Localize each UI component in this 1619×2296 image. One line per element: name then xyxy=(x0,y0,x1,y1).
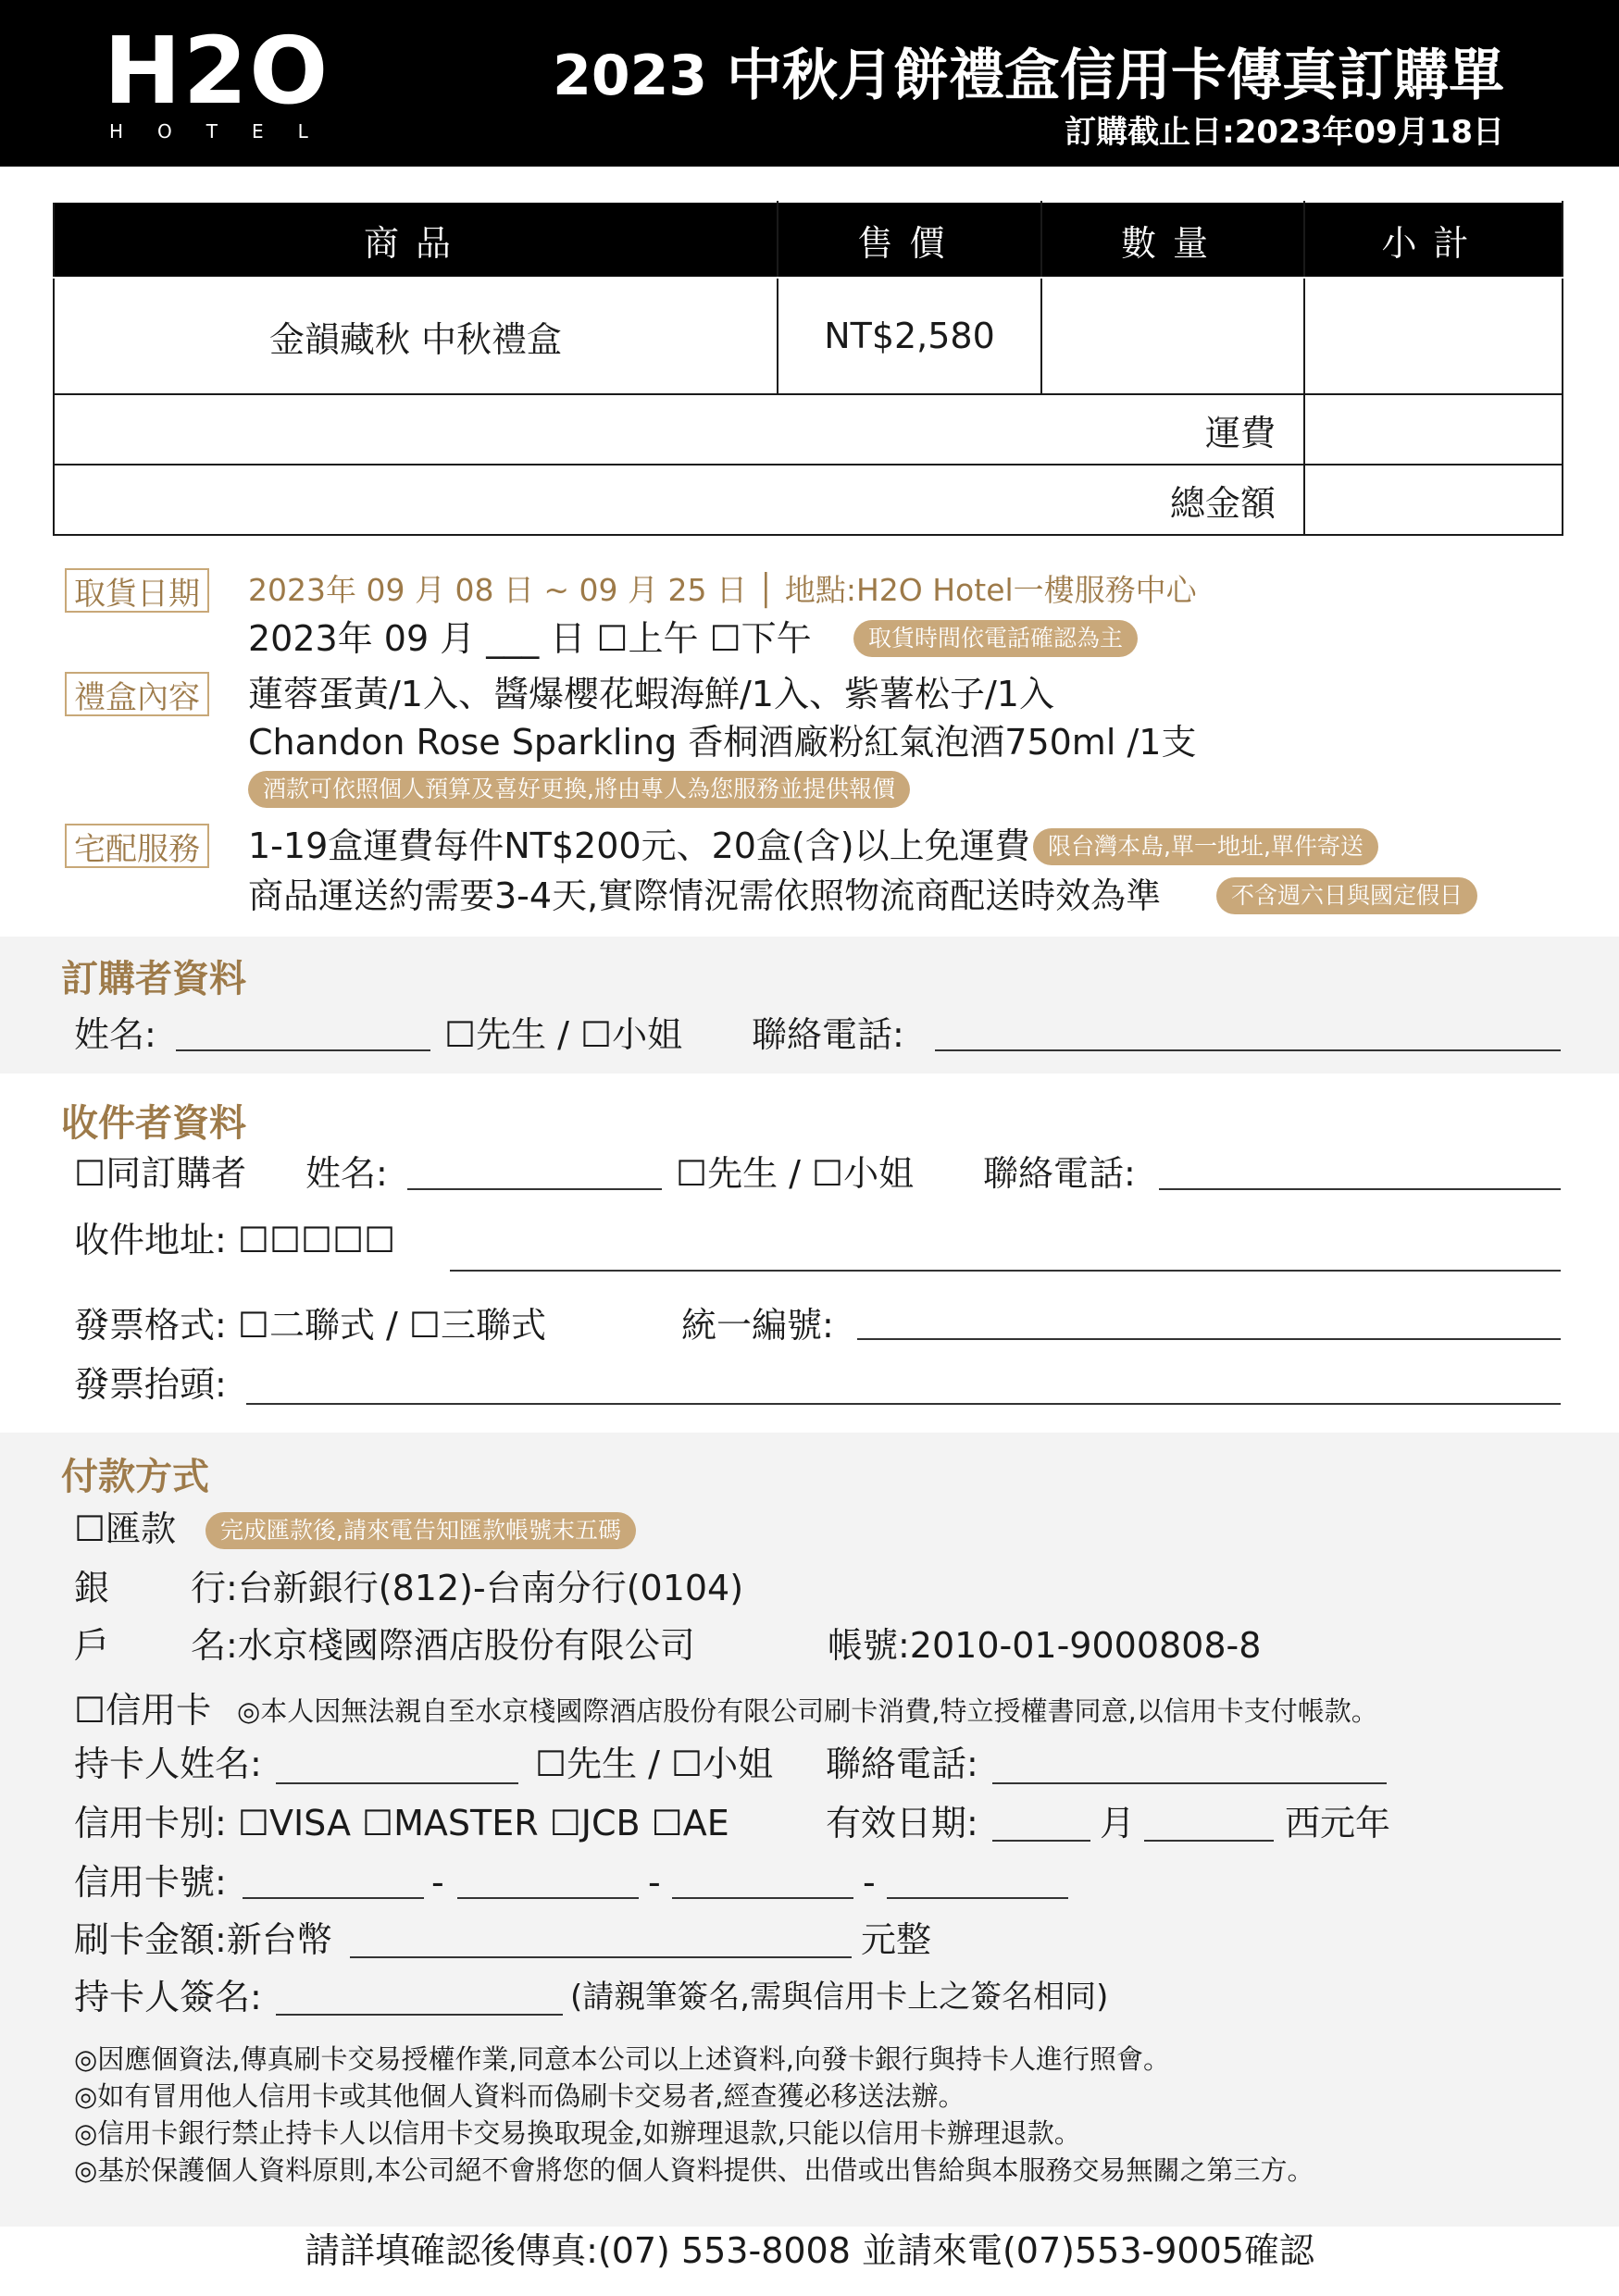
remit-checkbox[interactable]: ☐匯款 xyxy=(74,1508,177,1549)
receiver-section-title: 收件者資料 xyxy=(61,1101,246,1145)
pickup-date-line[interactable]: 2023年 09 月 ___ 日 ☐上午 ☐下午 xyxy=(248,618,812,659)
card-number-dash-3: - xyxy=(863,1862,876,1903)
delivery-note-2-badge: 不含週六日與國定假日 xyxy=(1216,877,1477,914)
pickup-range: 2023年 09 月 08 日 ~ 09 月 25 日 │ 地點:H2O Hotel一樓服務中心 xyxy=(248,572,1197,608)
card-number-label: 信用卡號: xyxy=(74,1862,227,1903)
card-number-part-3[interactable] xyxy=(672,1897,853,1899)
col-subtotal: 小計 xyxy=(1304,202,1563,278)
table-row xyxy=(54,465,1563,535)
receiver-address-label[interactable]: 收件地址: ☐☐☐☐☐ xyxy=(74,1220,396,1260)
table-header-row xyxy=(54,202,1563,278)
contents-label: 禮盒內容 xyxy=(65,672,209,716)
hotel-logo: H2O xyxy=(104,17,330,125)
table-row xyxy=(54,394,1563,465)
expiry-year-input[interactable] xyxy=(1144,1840,1274,1842)
table-row xyxy=(54,278,1563,394)
bank-label: 銀 xyxy=(74,1568,110,1608)
expiry-label: 有效日期: xyxy=(826,1803,978,1843)
expiry-year-label: 西元年 xyxy=(1285,1803,1391,1843)
col-product: 商品 xyxy=(54,202,778,278)
page-title: 2023 中秋月餅禮盒信用卡傳真訂購單 xyxy=(553,43,1504,108)
col-price: 售價 xyxy=(778,202,1041,278)
card-number-dash-1: - xyxy=(431,1862,444,1903)
total-label: 總金額 xyxy=(54,465,1304,535)
invoice-title-label: 發票抬頭: xyxy=(74,1364,227,1405)
bank-info: 行:台新銀行(812)-台南分行(0104) xyxy=(191,1568,744,1608)
expiry-month-input[interactable] xyxy=(992,1840,1090,1842)
note-item-4: ◎基於保護個人資料原則,本公司絕不會將您的個人資料提供、出借或出售給與本服務交易無關之第三方。 xyxy=(74,2154,1314,2186)
product-price: NT$2,580 xyxy=(778,278,1041,394)
same-as-orderer-checkbox[interactable]: ☐同訂購者 xyxy=(74,1153,247,1194)
charge-amount-unit: 元整 xyxy=(861,1919,932,1960)
product-name: 金韻藏秋 中秋禮盒 xyxy=(54,278,778,394)
contents-line-2: Chandon Rose Sparkling 香桐酒廠粉紅氣泡酒750ml /1支 xyxy=(248,722,1197,763)
pickup-label: 取貨日期 xyxy=(65,568,209,613)
page-header xyxy=(0,0,1619,167)
signature-note: (請親筆簽名,需與信用卡上之簽名相同) xyxy=(570,1979,1109,2016)
order-table xyxy=(53,201,1563,536)
col-quantity: 數量 xyxy=(1041,202,1304,278)
charge-amount-label: 刷卡金額:新台幣 xyxy=(74,1919,332,1960)
cardholder-gender-checkboxes[interactable]: ☐先生 / ☐小姐 xyxy=(535,1744,774,1784)
signature-label: 持卡人簽名: xyxy=(74,1977,262,2017)
orderer-phone-label: 聯絡電話: xyxy=(752,1014,904,1055)
orderer-gender-checkboxes[interactable]: ☐先生 / ☐小姐 xyxy=(444,1014,683,1055)
account-name: 名:水京棧國際酒店股份有限公司 xyxy=(191,1625,695,1666)
tax-id-label: 統一編號: xyxy=(681,1305,834,1346)
delivery-line-2: 商品運送約需要3-4天,實際情況需依照物流商配送時效為準 xyxy=(248,875,1162,916)
subtotal-field[interactable] xyxy=(1304,278,1563,394)
cardholder-name-input[interactable] xyxy=(276,1782,518,1784)
cardholder-phone-label: 聯絡電話: xyxy=(826,1744,978,1784)
signature-input[interactable] xyxy=(276,2014,563,2016)
note-item-3: ◎信用卡銀行禁止持卡人以信用卡交易換取現金,如辦理退款,只能以信用卡辦理退款。 xyxy=(74,2117,1081,2149)
card-number-dash-2: - xyxy=(648,1862,661,1903)
remit-note-badge: 完成匯款後,請來電告知匯款帳號末五碼 xyxy=(205,1512,636,1549)
credit-card-authorization-note: ◎本人因無法親自至水京棧國際酒店股份有限公司刷卡消費,特立授權書同意,以信用卡支付帳款。 xyxy=(237,1695,1378,1727)
receiver-name-label: 姓名: xyxy=(305,1153,388,1194)
orderer-name-label: 姓名: xyxy=(74,1014,156,1055)
cardholder-phone-input[interactable] xyxy=(992,1782,1387,1784)
cardholder-name-label: 持卡人姓名: xyxy=(74,1744,262,1784)
delivery-line-1: 1-19盒運費每件NT$200元、20盒(含)以上免運費 xyxy=(248,825,1030,866)
delivery-note-1-badge: 限台灣本島,單一地址,單件寄送 xyxy=(1033,828,1378,865)
total-field[interactable] xyxy=(1304,465,1563,535)
account-name-label: 戶 xyxy=(74,1625,110,1666)
receiver-phone-input[interactable] xyxy=(1159,1188,1561,1190)
contents-note-badge: 酒款可依照個人預算及喜好更換,將由專人為您服務並提供報價 xyxy=(248,771,910,808)
note-item-2: ◎如有冒用他人信用卡或其他個人資料而偽刷卡交易者,經查獲必移送法辦。 xyxy=(74,2080,965,2112)
receiver-phone-label: 聯絡電話: xyxy=(983,1153,1136,1194)
receiver-name-input[interactable] xyxy=(407,1188,662,1190)
card-number-part-1[interactable] xyxy=(243,1897,424,1899)
orderer-phone-input[interactable] xyxy=(935,1049,1561,1051)
card-number-part-4[interactable] xyxy=(887,1897,1068,1899)
card-number-part-2[interactable] xyxy=(457,1897,639,1899)
credit-card-checkbox[interactable]: ☐信用卡 xyxy=(74,1690,212,1731)
orderer-name-input[interactable] xyxy=(176,1049,430,1051)
fax-instructions-footer: 請詳填確認後傳真:(07) 553-8008 並請來電(07)553-9005確認 xyxy=(305,2230,1314,2271)
note-item-1: ◎因應個資法,傳真刷卡交易授權作業,同意本公司以上述資料,向發卡銀行與持卡人進行照會。 xyxy=(74,2043,1170,2075)
delivery-label: 宅配服務 xyxy=(65,824,209,868)
hotel-logo-subtitle: HOTEL xyxy=(109,120,342,143)
shipping-field[interactable] xyxy=(1304,394,1563,465)
invoice-title-input[interactable] xyxy=(246,1403,1561,1405)
order-deadline: 訂購截止日:2023年09月18日 xyxy=(1065,114,1504,151)
orderer-section-title: 訂購者資料 xyxy=(61,957,246,1000)
pickup-note-badge: 取貨時間依電話確認為主 xyxy=(853,620,1138,657)
payment-section-title: 付款方式 xyxy=(61,1455,209,1498)
quantity-field[interactable] xyxy=(1041,278,1304,394)
expiry-month-label: 月 xyxy=(1100,1803,1136,1843)
invoice-type-checkboxes[interactable]: 發票格式: ☐二聯式 / ☐三聯式 xyxy=(74,1305,546,1346)
tax-id-input[interactable] xyxy=(857,1338,1561,1340)
receiver-address-input[interactable] xyxy=(450,1270,1561,1272)
charge-amount-input[interactable] xyxy=(350,1956,852,1958)
card-type-checkboxes[interactable]: 信用卡別: ☐VISA ☐MASTER ☐JCB ☐AE xyxy=(74,1803,729,1843)
account-number: 帳號:2010-01-9000808-8 xyxy=(828,1625,1262,1666)
shipping-label: 運費 xyxy=(54,394,1304,465)
contents-line-1: 蓮蓉蛋黃/1入、醬爆櫻花蝦海鮮/1入、紫薯松子/1入 xyxy=(248,674,1054,714)
receiver-gender-checkboxes[interactable]: ☐先生 / ☐小姐 xyxy=(676,1153,915,1194)
